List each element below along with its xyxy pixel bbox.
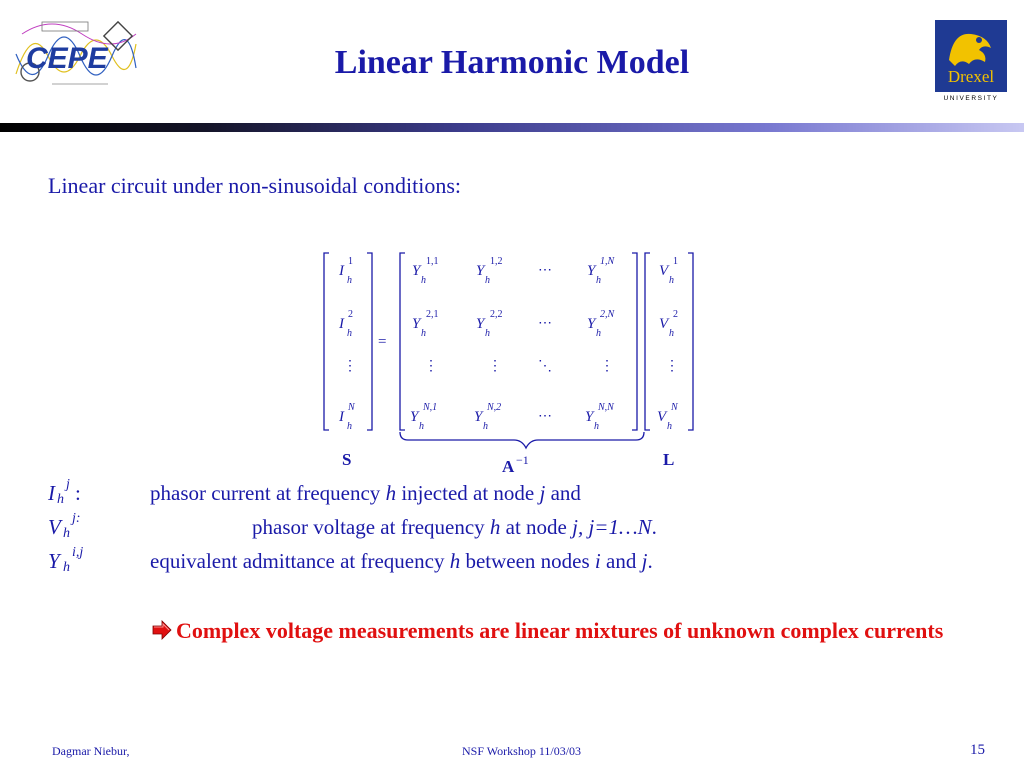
s-entry-1: I (339, 263, 344, 279)
def-text-y-3: between nodes (460, 549, 595, 573)
v-entry-1-sub: h (669, 275, 674, 286)
a-entry-3-ddots: ⋱ (538, 358, 552, 374)
a-entry-2-n-sup: 2,N (600, 309, 615, 320)
a-entry-1-hdots: ⋯ (538, 262, 552, 278)
v-entry-n: V (657, 409, 667, 425)
label-a: A (502, 457, 515, 476)
def-term-v-sup: j: (72, 511, 81, 526)
a-entry-n-1-sub: h (419, 421, 424, 432)
def-text-y-6: j (641, 549, 648, 573)
def-text-y-7: . (647, 549, 653, 573)
v-entry-n-sup: N (671, 402, 678, 413)
def-text-i (150, 481, 581, 506)
a-entry-3-vdots-1: ⋮ (424, 358, 438, 374)
a-entry-2-2: Y (476, 316, 485, 332)
a-entry-n-hdots: ⋯ (538, 408, 552, 424)
v-entry-vdots: ⋮ (665, 358, 679, 374)
def-term-v-sub: h (63, 526, 70, 541)
a-entry-2-1-sub: h (421, 328, 426, 339)
def-text-y-4: i (594, 549, 601, 573)
def-term-i: I (48, 481, 55, 505)
v-entry-1: V (659, 263, 669, 279)
def-colon-i: : (75, 481, 81, 505)
a-entry-n-2: Y (474, 409, 483, 425)
def-text-v-4: j, j=1…N (572, 515, 652, 539)
a-entry-1-n-sup: 1,N (600, 256, 615, 267)
a-entry-1-1-sub: h (421, 275, 426, 286)
footer-author: Dagmar Niebur, (52, 744, 130, 758)
def-text-i-3: injected at node (396, 481, 540, 505)
arrow-bullet-icon (152, 620, 172, 640)
a-entry-n-2-sub: h (483, 421, 488, 432)
s-entry-n-sup: N (348, 402, 355, 413)
bullet-text: Complex voltage measurements are linear mixtures of unknown complex currents (176, 618, 944, 643)
def-text-y-2: h (449, 549, 461, 573)
def-text-v-5: . (651, 515, 657, 539)
def-term-i-sub: h (57, 492, 64, 507)
def-text-y-1: equivalent admittance at frequency (150, 549, 450, 573)
a-entry-1-n-sub: h (596, 275, 601, 286)
v-entry-2-sub: h (669, 328, 674, 339)
v-entry-1-sup: 1 (673, 256, 678, 267)
def-text-i-2: h (385, 481, 397, 505)
label-l: L (663, 450, 675, 469)
s-entry-2: I (339, 316, 344, 332)
a-entry-1-2: Y (476, 263, 485, 279)
a-entry-n-n: Y (585, 409, 594, 425)
s-entry-1-sub: h (347, 275, 352, 286)
a-entry-2-2-sub: h (485, 328, 490, 339)
a-entry-n-1: Y (410, 409, 419, 425)
a-entry-2-hdots: ⋯ (538, 315, 552, 331)
a-entry-3-vdots-n: ⋮ (600, 358, 614, 374)
a-entry-2-1: Y (412, 316, 421, 332)
s-entry-n: I (339, 409, 344, 425)
v-entry-n-sub: h (667, 421, 672, 432)
label-a-sup: −1 (516, 453, 529, 467)
s-entry-1-sup: 1 (348, 256, 353, 267)
drexel-university-text: UNIVERSITY (943, 95, 999, 102)
a-entry-3-vdots-2: ⋮ (488, 358, 502, 374)
a-entry-1-2-sup: 1,2 (490, 256, 503, 267)
footer-event: NSF Workshop 11/03/03 (462, 744, 582, 758)
cepe-logo-text: CEPE (26, 42, 108, 75)
def-text-i-1: phasor current at frequency (150, 481, 386, 505)
v-entry-2-sup: 2 (673, 309, 678, 320)
a-entry-n-1-sup: N,1 (423, 402, 438, 413)
s-entry-2-sup: 2 (348, 309, 353, 320)
page-title: Linear Harmonic Model (334, 44, 690, 81)
s-entry-n-sub: h (347, 421, 352, 432)
page-number: 15 (970, 742, 985, 758)
def-term-v: V (48, 515, 61, 539)
label-s: S (342, 450, 352, 469)
equals-sign: = (378, 334, 387, 350)
a-entry-2-n: Y (587, 316, 596, 332)
def-text-v-3: at node (500, 515, 573, 539)
a-entry-2-2-sup: 2,2 (490, 309, 503, 320)
def-text-y (150, 549, 653, 574)
drexel-logo-text: Drexel (947, 67, 995, 86)
a-entry-1-n: Y (587, 263, 596, 279)
def-term-y: Y (48, 549, 60, 573)
intro-text: Linear circuit under non-sinusoidal conditions: (48, 173, 462, 198)
def-term-y-sup: i,j (72, 545, 84, 560)
a-entry-1-1-sup: 1,1 (426, 256, 439, 267)
a-entry-2-1-sup: 2,1 (426, 309, 439, 320)
def-text-v (252, 515, 657, 540)
a-entry-1-2-sub: h (485, 275, 490, 286)
v-entry-2: V (659, 316, 669, 332)
def-text-i-4: j (539, 481, 546, 505)
a-entry-n-n-sub: h (594, 421, 599, 432)
s-entry-vdots: ⋮ (343, 358, 357, 374)
a-entry-n-n-sup: N,N (598, 402, 614, 413)
a-entry-n-2-sup: N,2 (487, 402, 502, 413)
s-entry-2-sub: h (347, 328, 352, 339)
a-entry-2-n-sub: h (596, 328, 601, 339)
def-text-v-1: phasor voltage at frequency (252, 515, 490, 539)
def-text-i-5: and (545, 481, 581, 505)
def-term-i-sup: j (66, 477, 70, 492)
def-text-y-5: and (600, 549, 642, 573)
def-text-v-2: h (489, 515, 501, 539)
a-entry-1-1: Y (412, 263, 421, 279)
def-term-y-sub: h (63, 560, 70, 575)
